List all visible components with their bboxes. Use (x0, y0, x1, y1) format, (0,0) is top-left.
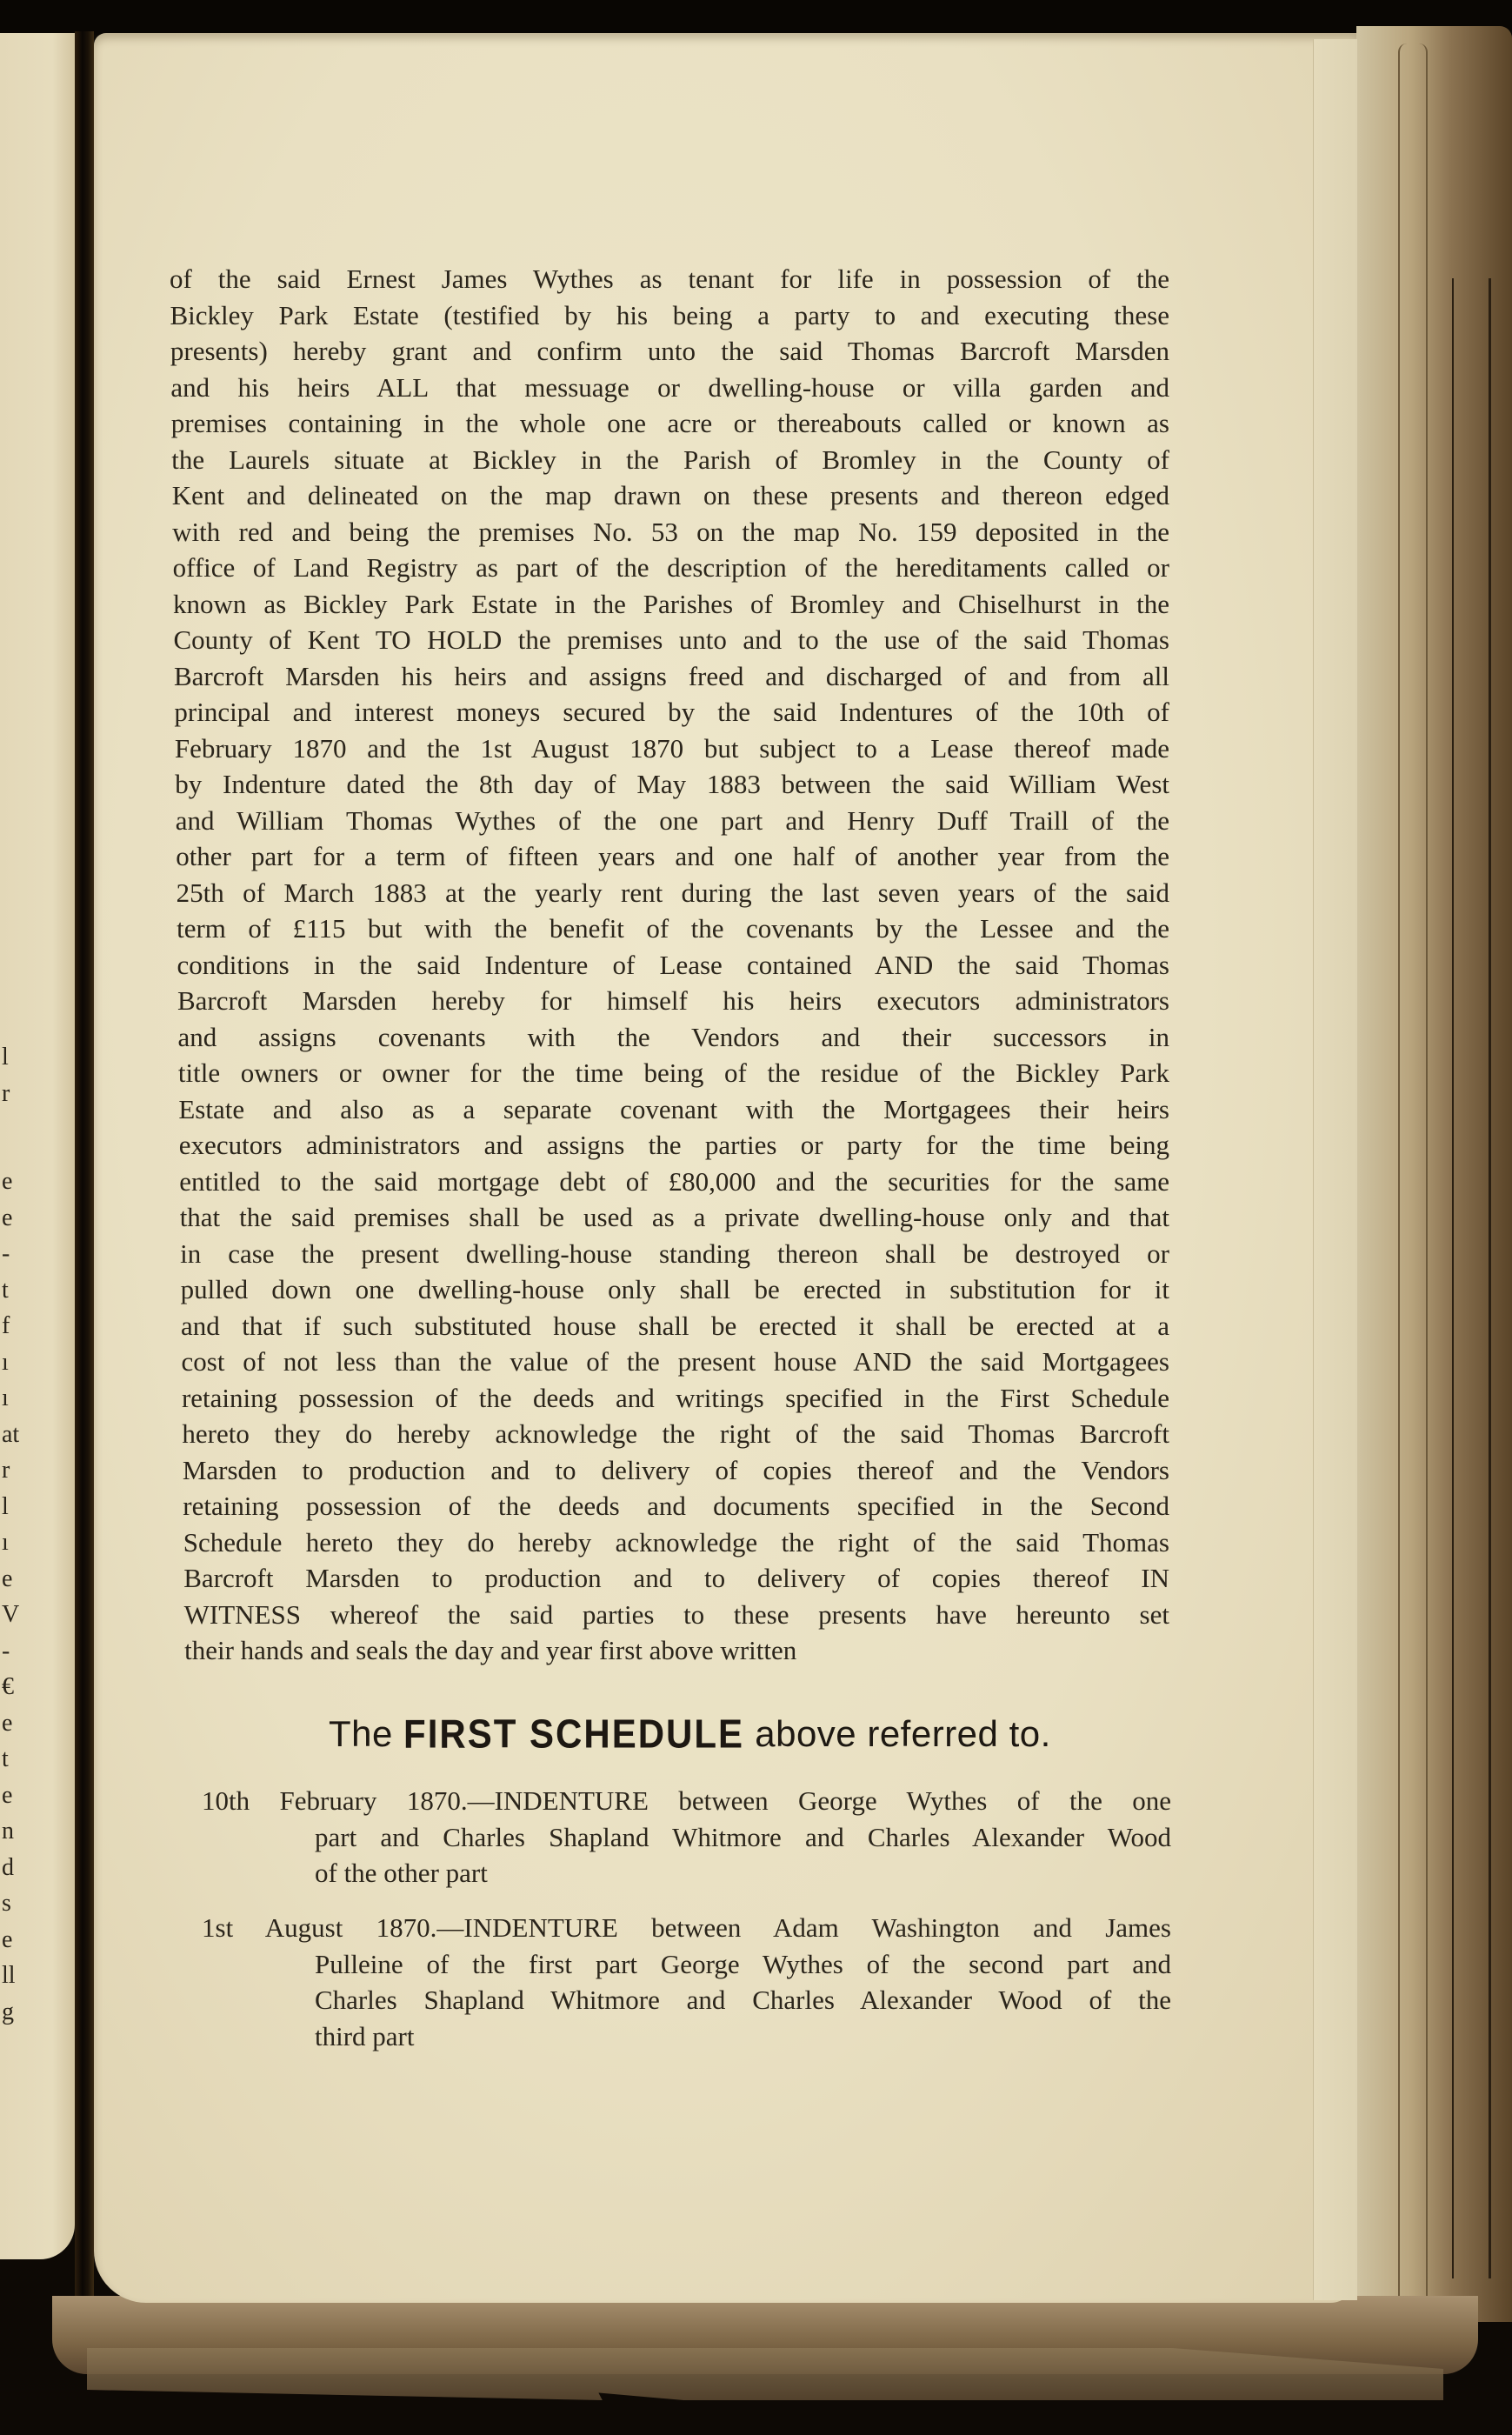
body-line: office of Land Registry as part of the description of the hereditaments called or (172, 552, 1169, 583)
body-line: Barcroft Marsden hereby for himself his heirs executors administrators (177, 985, 1169, 1016)
margin-fragment: at (2, 1420, 20, 1448)
schedule-heading-suffix: above referred to. (755, 1713, 1051, 1754)
margin-fragment: ı (2, 1529, 9, 1556)
body-line: other part for a term of fifteen years and one half of another year from the (176, 841, 1169, 871)
top-shadow-band (0, 0, 1512, 35)
body-line: executors administrators and assigns the parties or party for the time being (178, 1130, 1169, 1160)
margin-fragment: - (2, 1240, 10, 1267)
body-line: and his heirs ALL that messuage or dwelling-house or villa garden and (170, 371, 1169, 403)
margin-fragment: e (2, 1925, 13, 1953)
margin-fragment: t (2, 1276, 9, 1304)
body-line: premises containing in the whole one acre or thereabouts called or known as (170, 408, 1169, 438)
schedule-entry (202, 1783, 1171, 1891)
margin-fragment: t (2, 1745, 9, 1772)
schedule-entry-continuation: part and Charles Shapland Whitmore and Charles Alexander Wood (315, 1821, 1171, 1852)
left-page-edge (0, 33, 75, 2259)
body-line: principal and interest moneys secured by the said Indentures of the 10th of (174, 697, 1169, 727)
body-line: Bickley Park Estate (testified by his being a party to and executing these (170, 299, 1169, 330)
schedule-entry (202, 1910, 1171, 2054)
torn-bottom-edges (87, 2348, 1443, 2400)
body-line: retaining possession of the deeds and documents specified in the Second (183, 1491, 1169, 1521)
body-line: with red and being the premises No. 53 on the map No. 159 deposited in the (172, 516, 1169, 547)
margin-fragment: f (2, 1312, 10, 1339)
schedule-entry-continuation: of the other part (315, 1858, 488, 1888)
schedule-entry-continuation: Charles Shapland Whitmore and Charles Alexander Wood of the (315, 1985, 1171, 2015)
body-line: that the said premises shall be used as a private dwelling-house only and that (179, 1202, 1169, 1232)
schedule-entry-first-line: 1st August 1870.—INDENTURE between Adam Washington and James (202, 1912, 1171, 1943)
body-line: by Indenture dated the 8th day of May 1883 between the said William West (175, 769, 1169, 799)
body-line: term of £115 but with the benefit of the covenants by the Lessee and the (177, 913, 1169, 944)
body-line: and assigns covenants with the Vendors and their successors in (177, 1021, 1169, 1052)
schedule-entry-continuation: third part (315, 2020, 415, 2051)
schedule-heading (329, 1713, 1111, 1755)
body-line: 25th of March 1883 at the yearly rent during the last seven years of the said (176, 877, 1169, 908)
body-line: presents) hereby grant and confirm unto the said Thomas Barcroft Marsden (170, 336, 1169, 366)
margin-fragment: ll (2, 1962, 16, 1989)
body-line: County of Kent TO HOLD the premises unto and to the use of the said Thomas (173, 624, 1169, 655)
margin-fragment: l (2, 1044, 9, 1071)
body-line: title owners or owner for the time being of the residue of the Bickley Park (177, 1057, 1169, 1088)
margin-fragment: V (2, 1601, 20, 1628)
book-gutter (75, 31, 94, 2310)
margin-fragment: € (2, 1673, 14, 1700)
margin-fragment: l (2, 1492, 9, 1520)
margin-fragment: s (2, 1890, 11, 1917)
body-line: Kent and delineated on the map drawn on these presents and thereon edged (171, 480, 1169, 510)
body-line: and that if such substituted house shall be erected it shall be erected at a (181, 1310, 1169, 1341)
body-line: Marsden to production and to delivery of copies thereof and the Vendors (182, 1454, 1169, 1485)
margin-fragment: e (2, 1781, 13, 1809)
body-line: of the said Ernest James Wythes as tenant for life in possession of the (170, 264, 1169, 294)
body-line: entitled to the said mortgage debt of £80,000 and the securities for the same (179, 1165, 1169, 1197)
body-line: cost of not less than the value of the present house AND the said Mortgagees (181, 1346, 1169, 1377)
body-line: the Laurels situate at Bickley in the Parish of Bromley in the County of (171, 444, 1169, 475)
margin-fragment: e (2, 1168, 13, 1195)
body-line: pulled down one dwelling-house only shall be erected in substitution for it (180, 1274, 1169, 1304)
page-right-margin (1313, 39, 1357, 2300)
deed-body-text (170, 261, 1169, 1669)
body-line: WITNESS whereof the said parties to these presents have hereunto set (183, 1598, 1169, 1630)
schedule-entry-continuation: Pulleine of the first part George Wythes of the second part and (315, 1948, 1171, 1979)
margin-fragment: ı (2, 1348, 9, 1376)
margin-fragment: e (2, 1564, 13, 1592)
body-line: known as Bickley Park Estate in the Parishes of Bromley and Chiselhurst in the (173, 588, 1169, 619)
body-line: and William Thomas Wythes of the one part and Henry Duff Traill of the (175, 804, 1169, 836)
body-line: retaining possession of the deeds and writings specified in the First Schedule (181, 1382, 1169, 1413)
body-line: their hands and seals the day and year first above written (184, 1635, 797, 1665)
body-line: February 1870 and the 1st August 1870 but subject to a Lease thereof made (174, 732, 1169, 764)
left-page-margin-fragments (0, 33, 35, 2259)
body-line: in case the present dwelling-house standing thereon shall be destroyed or (180, 1238, 1169, 1269)
schedule-entry-first-line: 10th February 1870.—INDENTURE between George Wythes of the one (202, 1785, 1171, 1816)
body-line: Barcroft Marsden his heirs and assigns freed and discharged of and from all (173, 660, 1169, 691)
margin-fragment: r (2, 1457, 10, 1484)
margin-fragment: e (2, 1709, 13, 1737)
body-line: conditions in the said Indenture of Lease contained AND the said Thomas (177, 949, 1169, 980)
margin-fragment: n (2, 1818, 14, 1845)
margin-fragment: e (2, 1204, 13, 1231)
margin-fragment: g (2, 1998, 14, 2025)
schedule-heading-caps: FIRST SCHEDULE (403, 1711, 745, 1757)
body-line: hereto they do hereby acknowledge the right of the said Thomas Barcroft (182, 1418, 1169, 1449)
schedule-heading-prefix: The (329, 1713, 393, 1754)
body-line: Estate and also as a separate covenant with the Mortgagees their heirs (178, 1093, 1169, 1124)
body-line: Barcroft Marsden to production and to delivery of copies thereof IN (183, 1563, 1169, 1593)
body-line: Schedule hereto they do hereby acknowledge the right of the said Thomas (183, 1526, 1169, 1558)
margin-fragment: - (2, 1637, 10, 1664)
page-edge-stack (1356, 26, 1512, 2322)
margin-fragment: d (2, 1853, 14, 1881)
margin-fragment: r (2, 1079, 10, 1107)
margin-fragment: ı (2, 1384, 9, 1411)
